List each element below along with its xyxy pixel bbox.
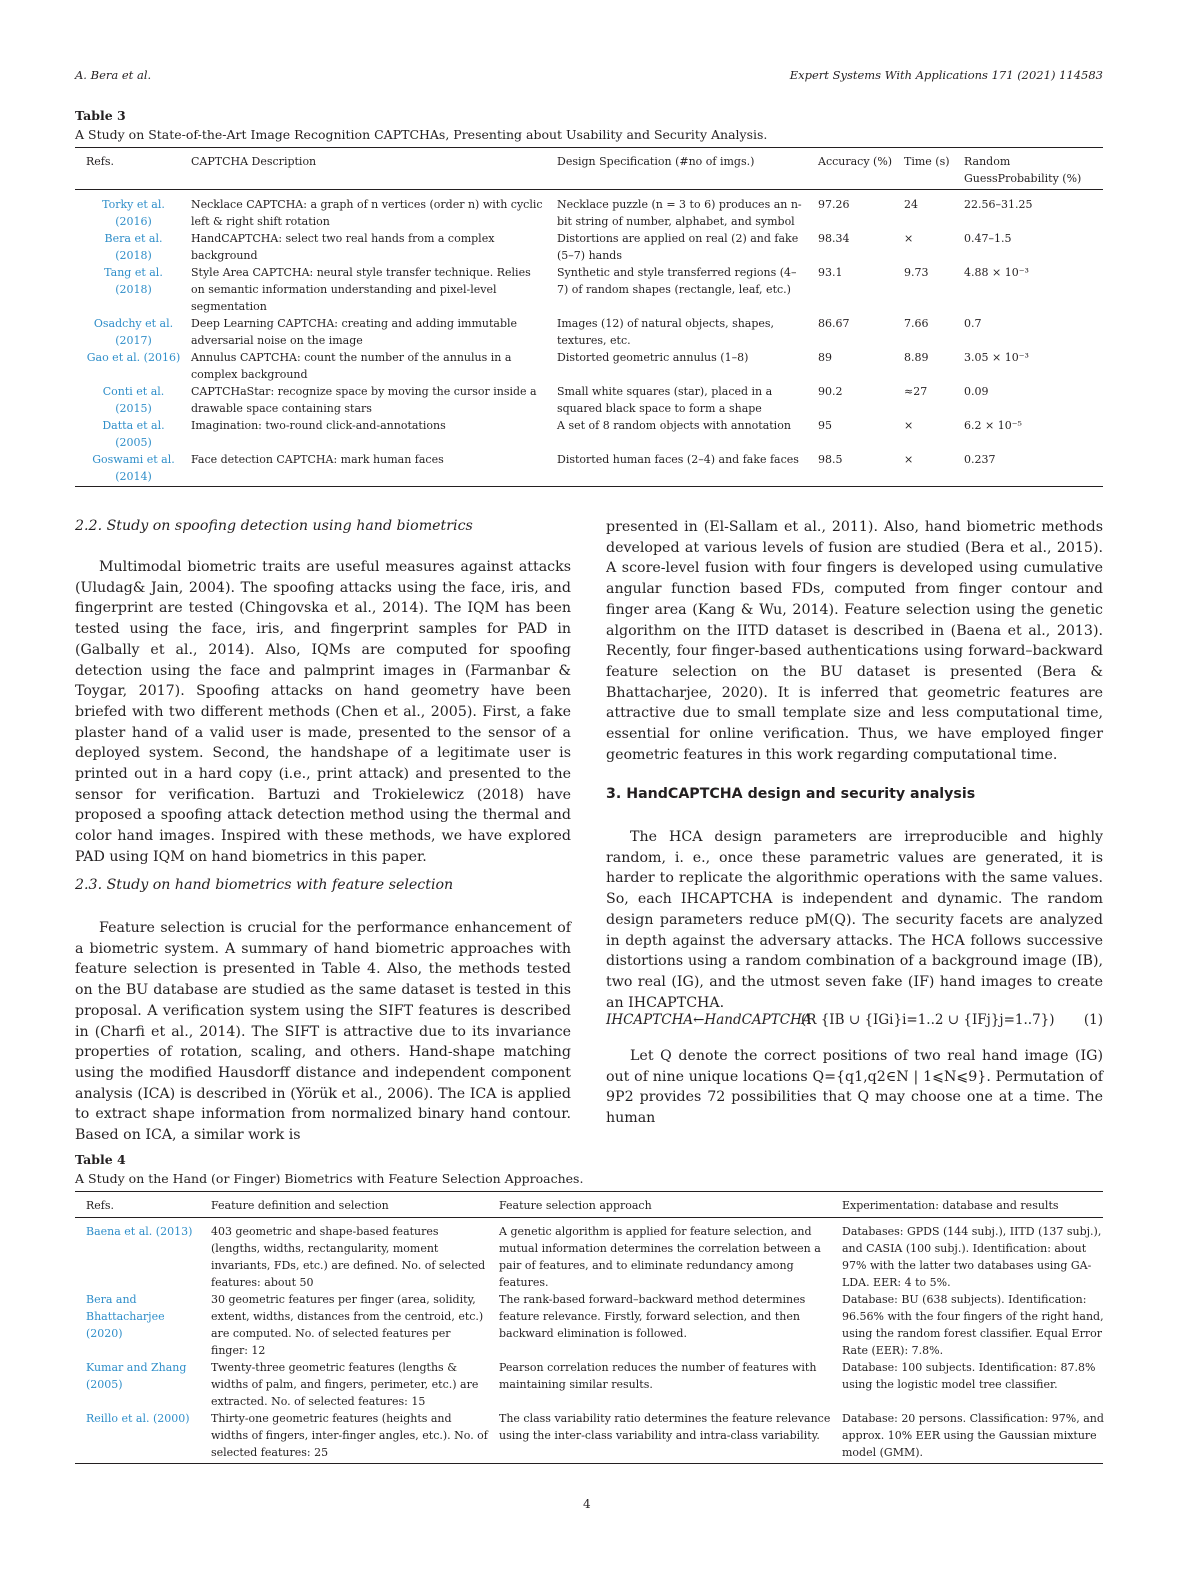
table3-cell: A set of 8 random objects with annotation	[557, 419, 791, 432]
table4-cell: Thirty-one geometric features (heights and widths of fingers, inter-finger angles, etc.). No. of selected features: 25	[211, 1412, 488, 1459]
table4-cell: Twenty-three geometric features (lengths & widths of palm, and fingers, perimeter, etc.) are extracted. No. of selected features: 15	[211, 1361, 479, 1408]
table3-cell: HandCAPTCHA: select two real hands from a complex background	[191, 232, 495, 262]
table3-cell: 0.47–1.5	[964, 232, 1012, 245]
table3-ref-link[interactable]: Bera et al. (2018)	[104, 232, 163, 262]
table3-cell: ×	[904, 419, 914, 432]
table3-cell: 97.26	[818, 198, 850, 211]
equation-number: (1)	[1083, 1012, 1103, 1028]
paragraph: presented in (El-Sallam et al., 2011). Also, hand biometric methods developed at various levels of fusion are studied (Bera et al., 2015). A score-level fusion with four fingers is developed using cumulative angular function based FDs, computed from finger contour and finger area (Kang & Wu, 2014). Feature selection using the genetic algorithm on the IITD dataset is described in (Baena et al., 2013). Recently, four finger-based authentications using forward–backward feature selection on the BU dataset is presented (Bera & Bhattacharjee, 2020). It is inferred that geometric features are attractive due to small template size and less computational time, essential for online verification. Thus, we have employed finger geometric features in this work regarding computational time.	[606, 519, 1103, 763]
table3-header-refs: Refs.	[86, 155, 115, 168]
table3-cell: Distortions are applied on real (2) and fake (5–7) hands	[557, 232, 799, 262]
table3-bottom-rule	[75, 486, 1103, 487]
table4-ref-link[interactable]: Bera and Bhattacharjee (2020)	[86, 1293, 165, 1340]
table4-header-refs: Refs.	[86, 1199, 115, 1212]
table3-cell: ×	[904, 453, 914, 466]
page-number: 4	[583, 1497, 591, 1511]
table4-cell: The class variability ratio determines the feature relevance using the inter-class variability and intra-class variability.	[499, 1412, 831, 1442]
paragraph: Feature selection is crucial for the performance enhancement of a biometric system. A summary of hand biometric approaches with feature selection is presented in Table 4. Also, the methods tested on the BU database are studied as the same dataset is tested in this proposal. A verification system using the SIFT features is described in (Charfi et al., 2014). The SIFT is attractive due to its invariance properties of rotation, scaling, and others. Hand-shape matching using the modified Hausdorff distance and independent component analysis (ICA) is described in (Yörük et al., 2006). The ICA is applied to extract shape information from normalized binary hand contour. Based on ICA, a similar work is	[75, 920, 571, 1144]
table4-cell: The rank-based forward–backward method determines feature relevance. Firstly, forward selection, and then backward elimination is followed.	[499, 1293, 806, 1340]
table3-cell: ×	[904, 232, 914, 245]
table3-cell: 9.73	[904, 266, 929, 279]
table4-header-selection-approach: Feature selection approach	[499, 1199, 652, 1212]
section-2-3-body	[75, 918, 571, 1146]
table3-cell: 0.7	[964, 317, 982, 330]
running-header-authors: A. Bera et al.	[75, 68, 152, 82]
table3-cell: Distorted geometric annulus (1–8)	[557, 351, 749, 364]
table3-cell: Necklace puzzle (n = 3 to 6) produces an n-bit string of number, alphabet, and symbol	[557, 198, 802, 228]
table3-cell: Style Area CAPTCHA: neural style transfer technique. Relies on semantic information understanding and pixel-level segmentation	[191, 266, 531, 313]
table3-cell: 7.66	[904, 317, 929, 330]
table4-title: Table 4	[75, 1152, 126, 1167]
table3-cell: 98.5	[818, 453, 843, 466]
table4-ref-link[interactable]: Baena et al. (2013)	[86, 1225, 193, 1238]
table3-cell: 89	[818, 351, 832, 364]
table3-caption: A Study on State-of-the-Art Image Recognition CAPTCHAs, Presenting about Usability and Security Analysis.	[75, 127, 768, 142]
section-2-3-heading: 2.3. Study on hand biometrics with feature selection	[75, 877, 454, 893]
table3-cell: 24	[904, 198, 918, 211]
equation-1	[606, 1010, 1103, 1034]
table3-cell: 22.56–31.25	[964, 198, 1033, 211]
table3-header-design: Design Specification (#no of imgs.)	[557, 155, 755, 168]
table3-cell: 4.88 × 10⁻³	[964, 266, 1029, 279]
table4-cell: Database: 100 subjects. Identification: 87.8% using the logistic model tree classifier.	[842, 1361, 1096, 1391]
table3-cell: Face detection CAPTCHA: mark human faces	[191, 453, 444, 466]
paragraph: Let Q denote the correct positions of two real hand image (IG) out of nine unique locations Q={q1,q2∈N | 1⩽N⩽9}. Permutation of 9P2 provides 72 possibilities that Q may choose one at a time. The human	[606, 1048, 1103, 1127]
table3-cell: Necklace CAPTCHA: a graph of n vertices (order n) with cyclic left & right shift rotation	[191, 198, 543, 228]
table3-ref-link[interactable]: Gao et al. (2016)	[86, 351, 181, 364]
table4-top-rule	[75, 1191, 1103, 1192]
table3-ref-link[interactable]: Torky et al. (2016)	[102, 198, 165, 228]
table4-header-experimentation: Experimentation: database and results	[842, 1199, 1059, 1212]
table3-ref-link[interactable]: Datta et al. (2005)	[102, 419, 165, 449]
section-2-2-heading: 2.2. Study on spoofing detection using hand biometrics	[75, 518, 473, 534]
table3-cell: Synthetic and style transferred regions (4–7) of random shapes (rectangle, leaf, etc.)	[557, 266, 797, 296]
table4-cell: A genetic algorithm is applied for feature selection, and mutual information determines the correlation between a pair of features, and to eliminate redundancy among features.	[499, 1225, 821, 1289]
table3-cell: 0.09	[964, 385, 989, 398]
table3-cell: Images (12) of natural objects, shapes, textures, etc.	[557, 317, 775, 347]
table3-cell: Annulus CAPTCHA: count the number of the annulus in a complex background	[191, 351, 512, 381]
table3-cell: Imagination: two-round click-and-annotations	[191, 419, 446, 432]
table3-ref-link[interactable]: Tang et al. (2018)	[104, 266, 163, 296]
table4-header-feature-definition: Feature definition and selection	[211, 1199, 389, 1212]
table3-cell: CAPTCHaStar: recognize space by moving the cursor inside a drawable space containing stars	[191, 385, 537, 415]
table3-cell: 98.34	[818, 232, 850, 245]
table4-ref-link[interactable]: Kumar and Zhang (2005)	[86, 1361, 187, 1391]
table3-header-probability: Random GuessProbability (%)	[964, 155, 1082, 185]
table3-cell: Deep Learning CAPTCHA: creating and adding immutable adversarial noise on the image	[191, 317, 518, 347]
running-header-journal: Expert Systems With Applications 171 (2021) 114583	[789, 68, 1103, 82]
equation-lhs: IHCAPTCHA←HandCAPTCHA	[606, 1012, 812, 1028]
table3-cell: 6.2 × 10⁻⁵	[964, 419, 1022, 432]
table3-cell: 95	[818, 419, 832, 432]
table3-cell: 0.237	[964, 453, 996, 466]
section-3-heading: 3. HandCAPTCHA design and security analysis	[606, 786, 976, 802]
table4-cell: Databases: GPDS (144 subj.), IITD (137 subj.), and CASIA (100 subj.). Identification: about 97% with the latter two databases using GA-LDA. EER: 4 to 5%.	[842, 1225, 1102, 1289]
paragraph: The HCA design parameters are irreproducible and highly random, i. e., once these parametric values are generated, it is harder to replicate the algorithmic operations with the same values. So, each IHCAPTCHA is independent and dynamic. The random design parameters reduce pM(Q). The security facets are analyzed in depth against the adversary attacks. The HCA follows successive distortions using a random combination of a background image (IB), two real (IG), and the utmost seven fake (IF) hand images to create an IHCAPTCHA.	[606, 829, 1103, 1011]
table3-top-rule	[75, 147, 1103, 148]
table3-cell: Distorted human faces (2–4) and fake faces	[557, 453, 799, 466]
table3-title: Table 3	[75, 108, 126, 123]
table3-ref-link[interactable]: Goswami et al. (2014)	[92, 453, 175, 483]
table4-caption: A Study on the Hand (or Finger) Biometrics with Feature Selection Approaches.	[75, 1171, 584, 1186]
table4-ref-link[interactable]: Reillo et al. (2000)	[86, 1412, 190, 1425]
table3-ref-link[interactable]: Osadchy et al. (2017)	[93, 317, 174, 347]
table3-header-description: CAPTCHA Description	[191, 155, 317, 168]
table4-cell: 403 geometric and shape-based features (lengths, widths, rectangularity, moment invariants, FDs, etc.) are defined. No. of selected features: about 50	[211, 1225, 486, 1289]
table4-cell: Pearson correlation reduces the number of features with maintaining similar results.	[499, 1361, 817, 1391]
table3-ref-link[interactable]: Conti et al. (2015)	[102, 385, 165, 415]
table4-cell: Database: BU (638 subjects). Identification: 96.56% with the four fingers of the right hand, using the random forest classifier. Equal Error Rate (EER): 7.8%.	[842, 1293, 1104, 1357]
table4-cell: Database: 20 persons. Classification: 97%, and approx. 10% EER using the Gaussian mixture model (GMM).	[842, 1412, 1104, 1459]
table4-header-rule	[75, 1217, 1103, 1218]
table3-cell: 90.2	[818, 385, 843, 398]
table4-cell: 30 geometric features per finger (area, solidity, extent, widths, distances from the centroid, etc.) are computed. No. of selected features per finger: 12	[211, 1293, 484, 1357]
paragraph: Multimodal biometric traits are useful measures against attacks (Uludag& Jain, 2004). The spoofing attacks using the face, iris, and fingerprint are tested (Chingovska et al., 2014). The IQM has been tested using the face, iris, and fingerprint samples for PAD in (Galbally et al., 2014). Also, IQMs are computed for spoofing detection using the face and palmprint images in (Farmanbar & Toygar, 2017). Spoofing attacks on hand geometry have been briefed with two different methods (Chen et al., 2005). First, a fake plaster hand of a valid user is made, presented to the sensor of a deployed system. Second, the handshape of a legitimate user is printed out in a hard copy (i.e., print attack) and presented to the sensor for verification. Bartuzi and Trokielewicz (2018) have proposed a spoofing attack detection method using the thermal and color hand images. Inspired with these methods, we have explored PAD using IQM on hand biometrics in this paper.	[75, 559, 571, 865]
equation-rhs: (R {IB ∪ {IGi}i=1..2 ∪ {IFj}j=1..7})	[801, 1012, 1055, 1028]
section-3-body-continued	[606, 1046, 1103, 1129]
table3-header-time: Time (s)	[904, 155, 950, 168]
table3-cell: 8.89	[904, 351, 929, 364]
table3-header-rule	[75, 189, 1103, 190]
table4-bottom-rule	[75, 1463, 1103, 1464]
section-2-2-body	[75, 557, 571, 868]
table3-cell: ≈27	[904, 385, 928, 398]
right-column-continuation	[606, 517, 1103, 765]
table3-header-accuracy: Accuracy (%)	[818, 155, 893, 168]
section-3-body	[606, 827, 1103, 1013]
table3-cell: 93.1	[818, 266, 843, 279]
table3-cell: 86.67	[818, 317, 850, 330]
table3-cell: 3.05 × 10⁻³	[964, 351, 1029, 364]
table3-cell: Small white squares (star), placed in a squared black space to form a shape	[557, 385, 773, 415]
